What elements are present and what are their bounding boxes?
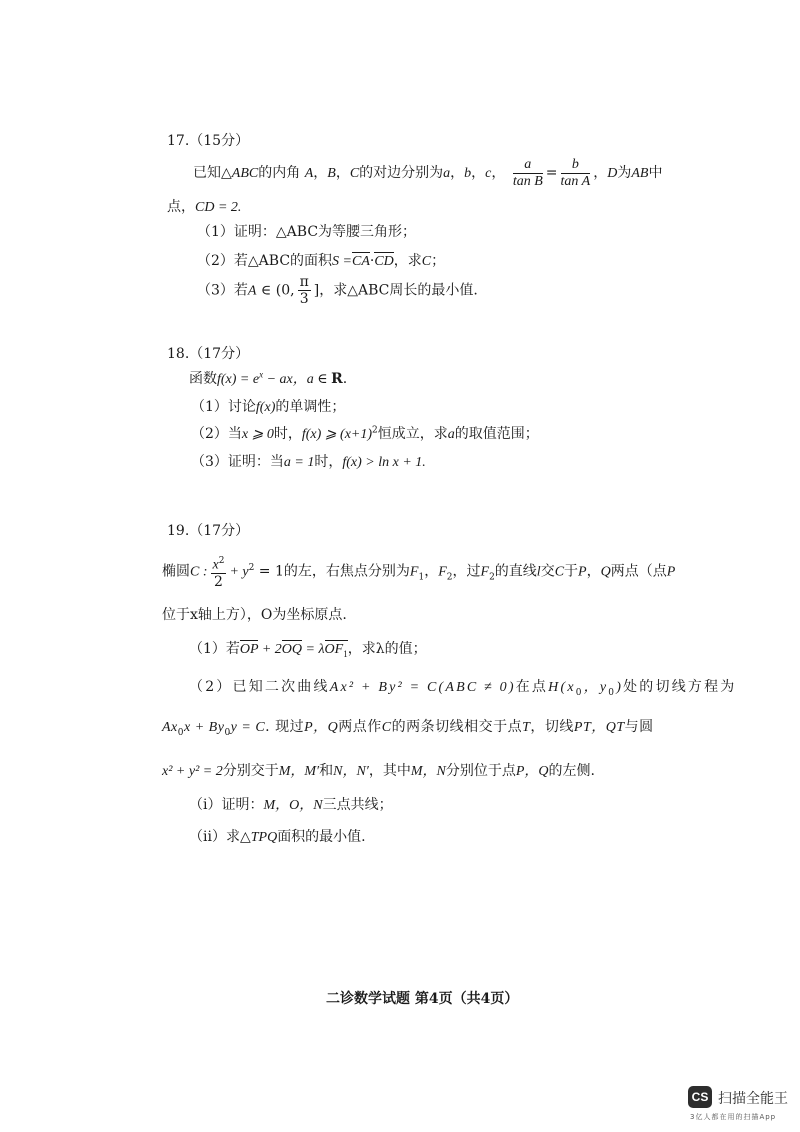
q18-part1: （1）讨论f(x)的单调性； [191, 399, 346, 415]
q19-subpart-i: （i）证明：M，O，N三点共线； [189, 797, 393, 813]
q19-header: 19.（17分） [167, 523, 250, 539]
fraction-a-over-tanB: $\frac{a}{\text{tan B}}$ [512, 156, 543, 189]
q18-part2: （2）当x ⩾ 0时，f(x) ⩾ $(x+1)^2$恒成立，求a的取值范围； [191, 425, 539, 442]
q18-stem: 函数$f(x) = e^x$ − ax，a ∈ R. [189, 369, 348, 387]
q17-stem-line2: 点，CD = 2. [167, 199, 242, 215]
q18-header: 18.（17分） [167, 346, 250, 362]
q19-stem-line2: 位于x轴上方），O为坐标原点. [162, 607, 347, 623]
q17-part2: （2）若△ABC的面积S =CA·CD，求C； [197, 253, 446, 269]
fraction-x2-over-2: $\frac{x^2}{2}$ [211, 553, 227, 591]
fraction-b-over-tanA: $\frac{b}{\text{tan A}}$ [560, 156, 591, 189]
vector-CD: CD [374, 254, 394, 269]
q19-subpart-ii: （ii）求△TPQ面积的最小值. [189, 829, 366, 845]
vector-OF1: $OF_1$ [324, 642, 348, 659]
vector-CA: CA [352, 254, 370, 269]
fraction-pi-over-3: $\frac{\pi}{3}$ [299, 274, 309, 307]
q19-part2-line2: $Ax_0x + By_0y = C$. 现过P，Q两点作C的两条切线相交于点T，切线PT，QT与圆 [162, 719, 654, 738]
page-footer: 二诊数学试题 第4页（共4页） [326, 991, 519, 1007]
camscanner-logo-icon: CS [688, 1086, 712, 1108]
q18-part3: （3）证明：当a = 1时，f(x) > ln x + 1. [191, 454, 426, 470]
q19-stem-line1: 椭圆C : $\frac{x^2}{2}$ + $y^2 = 1$的左，右焦点分别为$F_1$，$F_2$，过$F_2$的直线l交C于P，Q两点（点P [162, 550, 675, 595]
q17-part1: （1）证明：△ABC为等腰三角形； [197, 224, 417, 240]
q17-stem-line1: 已知△ABC的内角 A，B，C的对边分别为a，b，c， $\frac{a}{\text{tan B}}$ = $\frac{b}{\text{tan A}}$ ，D为AB中 [193, 156, 663, 189]
q17-header: 17.（15分） [167, 133, 250, 149]
vector-OQ: OQ [281, 642, 303, 657]
camscanner-slogan: 3亿人都在用的扫描App [690, 1113, 777, 1121]
q19-part2-line3: x² + y² = 2分别交于M，M′和N，N′，其中M，N分别位于点P，Q的左侧. [162, 763, 595, 779]
q19-part2-line1: （2）已知二次曲线Ax² + By² = C(ABC ≠ 0)在点$H(x_0$，$y_0$)处的切线方程为 [189, 679, 737, 698]
q17-part3: （3）若A ∈ (0, $\frac{\pi}{3}$ ]，求△ABC周长的最小值. [197, 274, 478, 307]
camscanner-name: 扫描全能王 [718, 1091, 788, 1107]
vector-OP: OP [239, 642, 259, 657]
q19-part1: （1）若OP + 2OQ = λOF$_1$，求λ的值； [189, 641, 427, 659]
